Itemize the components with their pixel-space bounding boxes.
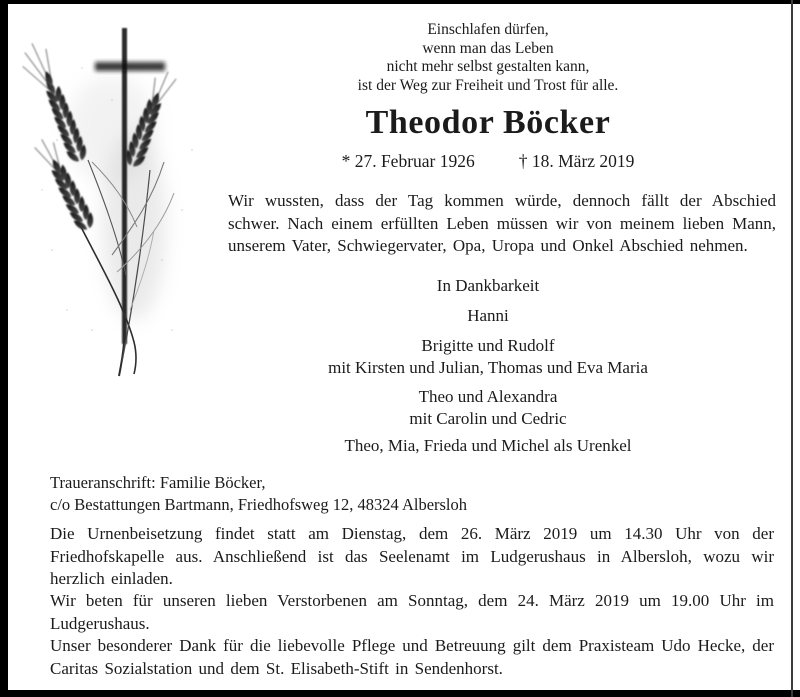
verse-line: ist der Weg zur Freiheit und Trost für alle. — [357, 76, 619, 94]
thanks-info: Unser besonderer Dank für die liebevolle Pflege und Betreuung gilt dem Praxisteam Udo Hecke, der Caritas Sozialstation und dem St. Elisabeth-Stift in Sendenhorst. — [50, 636, 774, 678]
wheat-cross-illustration — [22, 10, 217, 380]
deceased-name: Theodor Böcker — [365, 104, 611, 141]
mourner-line: mit Carolin und Cedric — [409, 409, 567, 428]
mourner-great-grandchildren: Theo, Mia, Frieda und Michel als Urenkel — [344, 436, 632, 455]
mourner-line: mit Kirsten und Julian, Thomas und Eva Maria — [328, 358, 648, 377]
life-dates — [200, 151, 776, 172]
mourner-widow: Hanni — [467, 306, 509, 325]
address-line: Traueranschrift: Familie Böcker, — [50, 473, 266, 492]
verse-line: wenn man das Leben — [422, 39, 554, 57]
obituary-text: Wir wussten, dass der Tag kommen würde, dennoch fällt der Abschied schwer. Nach einem erfüllten Leben müssen wir von meinem lieben Mann, unserem Vater, Schwiegervater, Opa, Uropa und Onkel Abschied nehmen. — [228, 191, 776, 255]
frame-right — [791, 0, 793, 697]
frame-left — [0, 0, 8, 697]
address-line: c/o Bestattungen Bartmann, Friedhofsweg 12, 48324 Albersloh — [50, 494, 468, 514]
verse-line: nicht mehr selbst gestalten kann, — [386, 58, 590, 75]
mourner-group-2 — [200, 386, 776, 430]
birth-date: * 27. Februar 1926 — [341, 151, 475, 171]
mourner-line: Brigitte und Rudolf — [421, 336, 555, 355]
mourning-address — [50, 472, 774, 515]
prayer-info: Wir beten für unseren lieben Verstorbenen am Sonntag, dem 24. März 2019 um 19.00 Uhr im Ludgerushaus. — [50, 591, 774, 633]
mourner-group-1 — [200, 335, 776, 379]
death-date: † 18. März 2019 — [518, 151, 635, 171]
frame-bottom — [0, 690, 800, 697]
verse-line: Einschlafen dürfen, — [427, 21, 549, 38]
gratitude-line: In Dankbarkeit — [436, 276, 540, 295]
burial-info: Die Urnenbeisetzung findet statt am Dienstag, dem 26. März 2019 um 14.30 Uhr von der Friedhofskapelle aus. Anschließend ist das Seelenamt im Ludgerushaus in Albersloh, wozu wir herzlich einladen. — [50, 524, 774, 588]
frame-top — [0, 0, 800, 4]
memorial-verse — [200, 21, 776, 95]
mourner-line: Theo und Alexandra — [418, 387, 558, 406]
